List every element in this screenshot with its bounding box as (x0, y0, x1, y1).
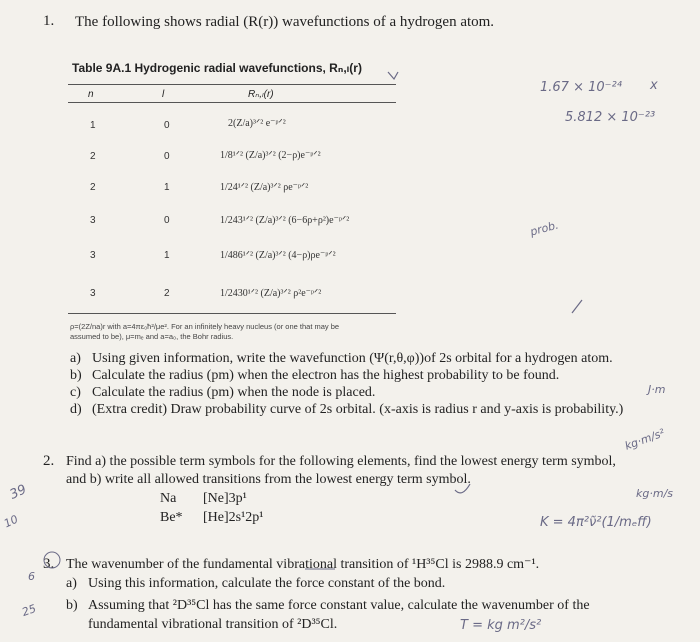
annotation-10: 10 (1, 512, 21, 531)
q3-number: 3. (43, 556, 55, 572)
q1-number: 1. (43, 13, 55, 29)
table-row-3-formula: 1/24¹ᐟ² (Z/a)³ᐟ² ρe⁻ᵖᐟ² (220, 182, 309, 193)
table-row-2-formula: 1/8¹ᐟ² (Z/a)³ᐟ² (2−ρ)e⁻ᵖᐟ² (220, 150, 321, 161)
q2-element-2-config: [He]2s¹2p¹ (203, 510, 264, 525)
q2-line-1: Find a) the possible term symbols for the following elements, find the lowest energy term symbol, (66, 454, 616, 469)
pen-circle-3 (44, 552, 60, 568)
table-row-1-l: 0 (164, 120, 170, 131)
table-row-6-formula: 1/2430¹ᐟ² (Z/a)³ᐟ² ρ²e⁻ᵖᐟ² (220, 288, 322, 299)
table-row-4-l: 0 (164, 215, 170, 226)
annotation-39: 39 (7, 482, 29, 503)
annotation-kg-m-s: kg·m/s (636, 487, 674, 500)
q1-part-c-label: c) (70, 385, 81, 400)
annotation-force-constant: K = 4π²ν̃²(1/mₑff) (540, 515, 652, 530)
annotation-mass-proton: 1.67 × 10⁻²⁴ (540, 80, 622, 95)
table-row-4-formula: 1/243¹ᐟ² (Z/a)³ᐟ² (6−6ρ+ρ²)e⁻ᵖᐟ² (220, 215, 350, 226)
table-caption: Table 9A.1 Hydrogenic radial wavefunctions, Rₙ,ₗ(r) (72, 61, 362, 75)
table-row-1-n: 1 (90, 120, 96, 131)
table-header-r: Rₙ,ₗ(r) (248, 89, 274, 100)
annotation-kg-m-s2: kg·m/s² (623, 426, 667, 453)
annotation-joule: T = kg m²/s² (460, 618, 542, 633)
q3-line-1: The wavenumber of the fundamental vibrational transition of ¹H³⁵Cl is 2988.9 cm⁻¹. (66, 557, 540, 572)
q3-part-b-label: b) (66, 598, 78, 613)
annotation-6: 6 (28, 570, 35, 583)
q2-line-2: and b) write all allowed transitions from the lowest energy term symbol. (66, 472, 471, 487)
table-footnote-1: ρ=(2Z/na)r with a=4πε₀ħ²/μe². For an infinitely heavy nucleus (or one that may be (70, 322, 340, 331)
q1-part-a-text: Using given information, write the wavefunction (Ψ(r,θ,φ))of 2s orbital for a hydrogen atom. (92, 351, 613, 366)
table-row-6-l: 2 (164, 288, 170, 299)
table-row-5-formula: 1/486¹ᐟ² (Z/a)³ᐟ² (4−ρ)ρe⁻ᵖᐟ² (220, 250, 336, 261)
annotation-reduced-mass: 5.812 × 10⁻²³ (565, 110, 656, 125)
q1-part-b-text: Calculate the radius (pm) when the electron has the highest probability to be found. (92, 368, 560, 383)
pen-stroke-tick (388, 72, 398, 79)
q1-part-b-label: b) (70, 368, 82, 383)
q2-element-1-config: [Ne]3p¹ (203, 491, 247, 506)
q3-part-b-text-cont: fundamental vibrational transition of ²D³⁵Cl. (88, 617, 338, 632)
q1-part-c-text: Calculate the radius (pm) when the node is placed. (92, 385, 376, 400)
q2-element-2-symbol: Be* (160, 510, 183, 525)
annotation-joule-meter: J·m (648, 383, 666, 396)
q1-part-a-label: a) (70, 351, 81, 366)
table-row-5-l: 1 (164, 250, 170, 261)
q1-part-d-text: (Extra credit) Draw probability curve of 2s orbital. (x-axis is radius r and y-axis is probability.) (92, 402, 624, 417)
q2-element-1-symbol: Na (160, 491, 177, 506)
table-row-3-l: 1 (164, 182, 170, 193)
q3-part-a-text: Using this information, calculate the force constant of the bond. (88, 576, 446, 591)
table-row-1-formula: 2(Z/a)³ᐟ² e⁻ᵖᐟ² (228, 118, 286, 129)
table-row-5-n: 3 (90, 250, 96, 261)
table-footnote-2: assumed to be), μ=mₑ and a=a₀, the Bohr radius. (70, 332, 234, 341)
q1-text: The following shows radial (R(r)) wavefunctions of a hydrogen atom. (75, 14, 495, 30)
q1-part-d-label: d) (70, 402, 82, 417)
annotation-x: x (650, 78, 658, 93)
q2-number: 2. (43, 453, 55, 469)
annotation-prob: prob. (528, 218, 560, 239)
annotation-25: 25 (20, 601, 38, 620)
table-row-2-l: 0 (164, 151, 170, 162)
q3-part-a-label: a) (66, 576, 77, 591)
pen-stroke-check-2 (455, 484, 470, 493)
q3-part-b-text: Assuming that ²D³⁵Cl has the same force constant value, calculate the wavenumber of the (88, 598, 590, 613)
table-row-4-n: 3 (90, 215, 96, 226)
table-header-l: l (162, 89, 165, 100)
table-row-2-n: 2 (90, 151, 96, 162)
table-header-n: n (88, 89, 94, 100)
pen-stroke-check (572, 300, 582, 313)
table-row-6-n: 3 (90, 288, 96, 299)
table-row-3-n: 2 (90, 182, 96, 193)
